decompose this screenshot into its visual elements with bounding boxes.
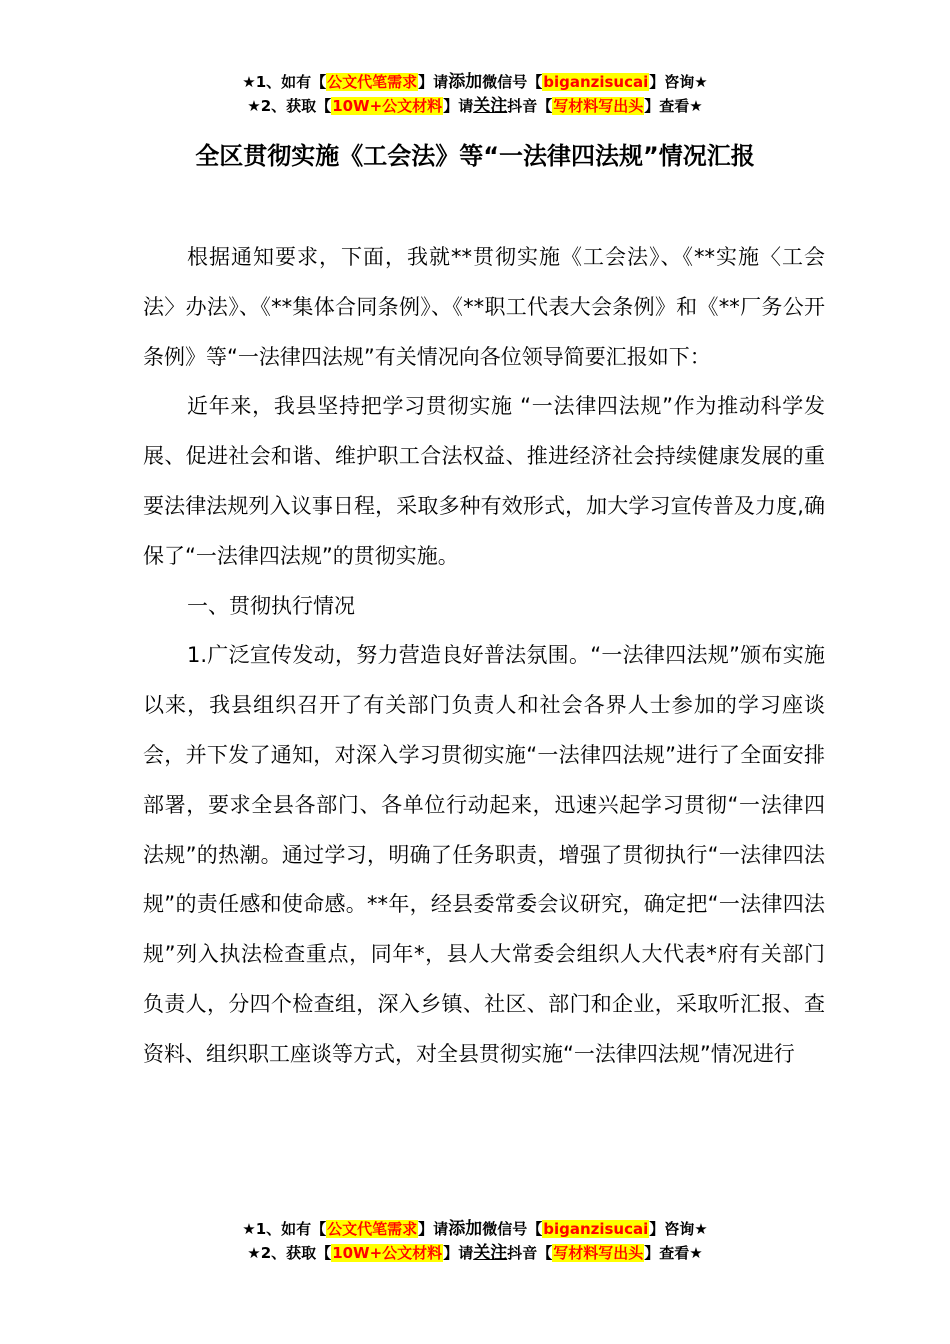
promo-highlight: 写材料写出头 — [553, 1244, 644, 1262]
document-title: 全区贯彻实施《工会法》等“一法律四法规”情况汇报 — [195, 142, 755, 170]
promo-text: 抖音【 — [507, 97, 553, 115]
promo-text: ★1、如有【 — [242, 1220, 327, 1238]
promo-highlight: 10W+公文材料 — [332, 97, 443, 115]
paragraph-overview: 近年来，我县坚持把学习贯彻实施 “一法律四法规”作为推动科学发展、促进社会和谐、维护职工合法权益、推进经济社会持续健康发展的重要法律法规列入议事日程，采取多种有效形式，加大学习宣传普及力度,确保了“一法律四法规”的贯彻实施。 — [143, 394, 825, 568]
promo-text: 】查看★ — [644, 1244, 703, 1262]
promo-line-1 — [0, 1217, 950, 1241]
promo-text: ★1、如有【 — [242, 73, 327, 91]
promo-emphasis: 关注 — [473, 1243, 508, 1263]
promo-text: 】咨询★ — [649, 1220, 708, 1238]
promo-line-2 — [0, 94, 950, 118]
promo-highlight: 写材料写出头 — [553, 97, 644, 115]
section-heading: 一、贯彻执行情况 — [187, 593, 355, 618]
paragraph-intro: 根据通知要求，下面，我就**贯彻实施《工会法》、《**实施〈工会法〉办法》、《**集体合同条例》、《**职工代表大会条例》和《**厂务公开条例》等“一法律四法规”有关情况向各位领导简要汇报如下： — [143, 245, 825, 369]
promo-text: 微信号【 — [482, 1220, 543, 1238]
promo-line-2 — [0, 1241, 950, 1265]
promo-highlight: 10W+公文材料 — [332, 1244, 443, 1262]
document-body — [143, 233, 825, 1080]
promo-line-1 — [0, 70, 950, 94]
promo-text: 】请 — [443, 97, 474, 115]
promo-emphasis: 关注 — [473, 96, 508, 116]
promo-highlight: 公文代笔需求 — [327, 73, 418, 91]
promo-text: 微信号【 — [482, 73, 543, 91]
promo-text: 抖音【 — [507, 1244, 553, 1262]
promo-highlight: biganzisucai — [543, 1220, 649, 1238]
promo-banner-top — [0, 70, 950, 118]
promo-text: 】查看★ — [644, 97, 703, 115]
promo-text: ★2、获取【 — [247, 1244, 332, 1262]
promo-text: 】请 — [418, 1220, 449, 1238]
promo-text: ★2、获取【 — [247, 97, 332, 115]
promo-emphasis: 添加 — [448, 72, 483, 92]
promo-highlight: 公文代笔需求 — [327, 1220, 418, 1238]
paragraph-item-1: 1.广泛宣传发动，努力营造良好普法氛围。“一法律四法规”颁布实施以来，我县组织召开了有关部门负责人和社会各界人士参加的学习座谈会，并下发了通知，对深入学习贯彻实施“一法律四法规”进行了全面安排部署，要求全县各部门、各单位行动起来，迅速兴起学习贯彻“一法律四法规”的热潮。通过学习，明确了任务职责，增强了贯彻执行“一法律四法规”的责任感和使命感。**年，经县委常委会议研究，确定把“一法律四法规”列入执法检查重点，同年*，县人大常委会组织人大代表*府有关部门负责人，分四个检查组，深入乡镇、社区、部门和企业，采取听汇报、查资料、组织职工座谈等方式，对全县贯彻实施“一法律四法规”情况进行 — [143, 643, 825, 1066]
promo-text: 】咨询★ — [649, 73, 708, 91]
promo-text: 】请 — [443, 1244, 474, 1262]
promo-highlight: biganzisucai — [543, 73, 649, 91]
promo-emphasis: 添加 — [448, 1219, 483, 1239]
promo-banner-bottom — [0, 1217, 950, 1265]
promo-text: 】请 — [418, 73, 449, 91]
